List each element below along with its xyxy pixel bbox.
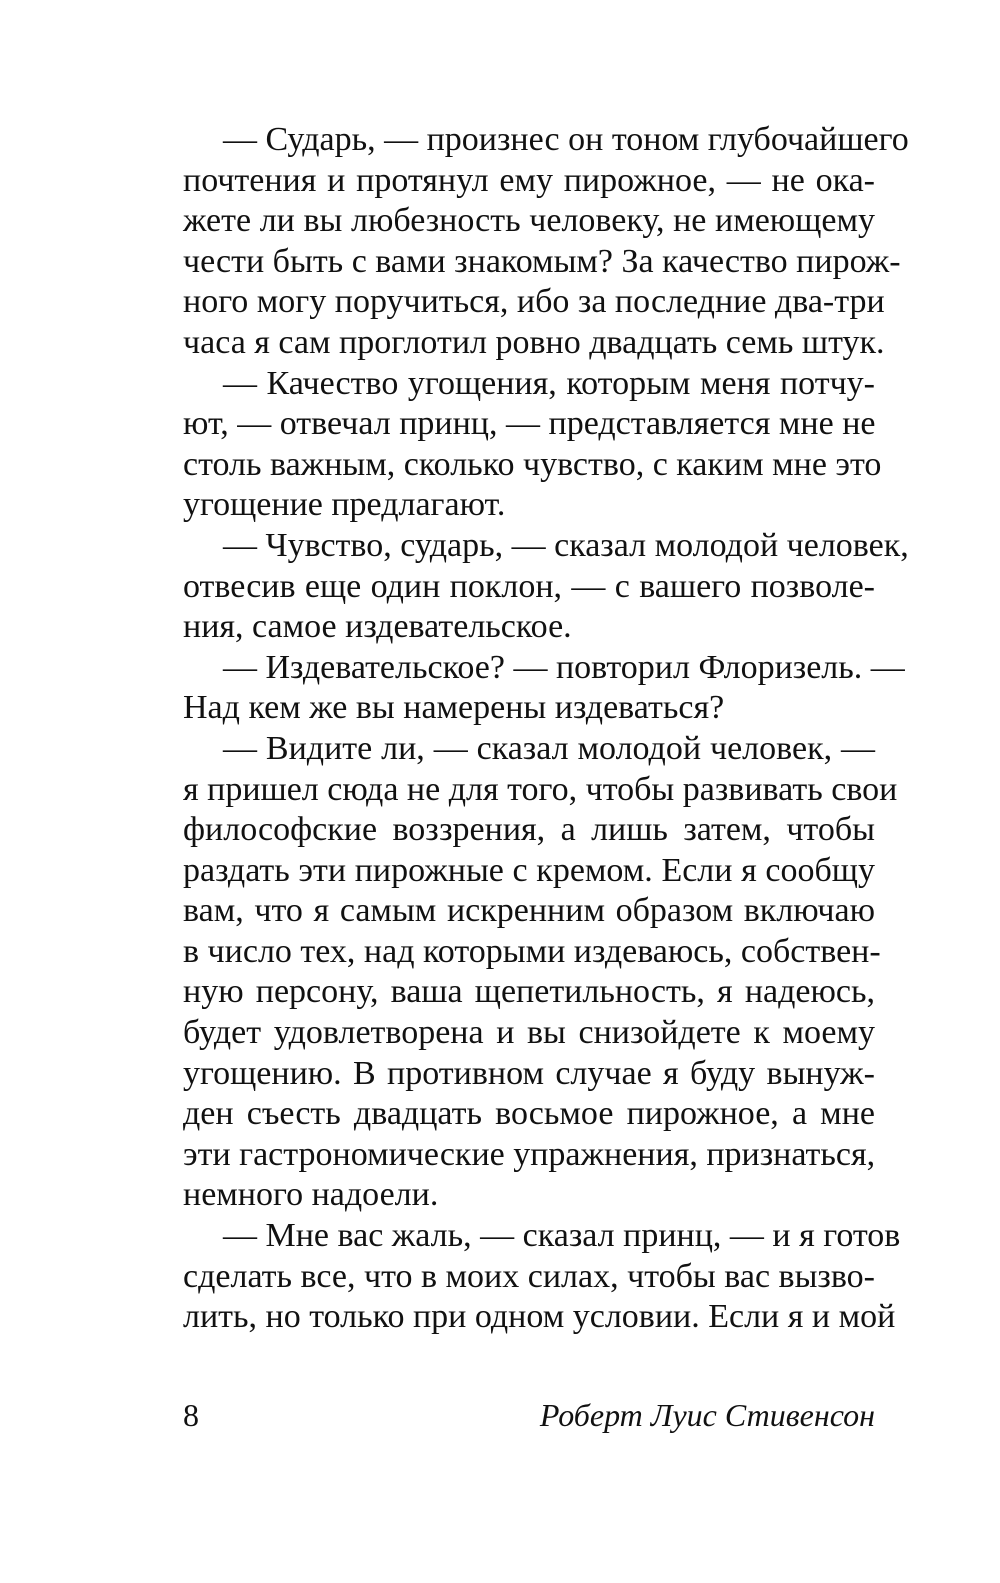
text-line: — Издевательское? — повторил Флоризель. — — [223, 648, 905, 686]
text-line: — Видите ли, — сказал молодой человек, — — [223, 729, 875, 767]
text-line: — Чувство, сударь, — сказал молодой человек, — [223, 526, 909, 564]
text-line: угощение предлагают. — [183, 486, 506, 524]
text-line: Над кем же вы намерены издеваться? — [183, 689, 725, 727]
text-line: чести быть с вами знакомым? За качество пирож- — [183, 242, 901, 280]
page-number: 8 — [183, 1397, 199, 1433]
text-line: ного могу поручиться, ибо за последние два-три — [183, 283, 885, 321]
text-line: эти гастрономические упражнения, признаться, — [183, 1135, 876, 1173]
text-line: сделать все, что в моих силах, чтобы вас вызво- — [183, 1257, 876, 1295]
text-line: ния, самое издевательское. — [183, 608, 572, 646]
text-line: отвесив еще один поклон, — с вашего позволе- — [183, 567, 875, 605]
text-line: — Сударь, — произнес он тоном глубочайшего — [223, 121, 909, 158]
text-line: ют, — отвечал принц, — представляется мне не — [183, 405, 876, 443]
text-line: почтения и протянул ему пирожное, — не ока- — [183, 161, 875, 199]
page-footer — [183, 1395, 875, 1435]
text-line: в число тех, над которыми издеваюсь, собствен- — [183, 932, 881, 970]
text-line: вам, что я самым искренним образом включаю — [183, 892, 875, 930]
text-line: раздать эти пирожные с кремом. Если я сообщу — [183, 851, 875, 889]
text-line: часа я сам проглотил ровно двадцать семь штук. — [183, 323, 885, 361]
text-line: угощению. В противном случае я буду вынуж- — [183, 1054, 875, 1092]
text-line: ден съесть двадцать восьмое пирожное, а мне — [183, 1095, 875, 1133]
text-line: немного надоели. — [183, 1176, 439, 1214]
text-line: жете ли вы любезность человеку, не имеющему — [183, 202, 875, 240]
text-line: столь важным, сколько чувство, с каким мне это — [183, 445, 882, 483]
text-line: будет удовлетворена и вы снизойдете к моему — [183, 1014, 875, 1052]
text-line: — Качество угощения, которым меня потчу- — [223, 364, 875, 402]
text-line: лить, но только при одном условии. Если я и мой — [183, 1298, 896, 1336]
text-line: ную персону, ваша щепетильность, я надеюсь, — [183, 973, 875, 1011]
text-line: я пришел сюда не для того, чтобы развивать свои — [183, 770, 898, 808]
running-head-author: Роберт Луис Стивенсон — [539, 1397, 875, 1433]
text-line: — Мне вас жаль, — сказал принц, — и я готов — [223, 1217, 901, 1255]
text-line: философские воззрения, а лишь затем, чтобы — [183, 811, 875, 849]
body-text — [183, 120, 909, 1338]
